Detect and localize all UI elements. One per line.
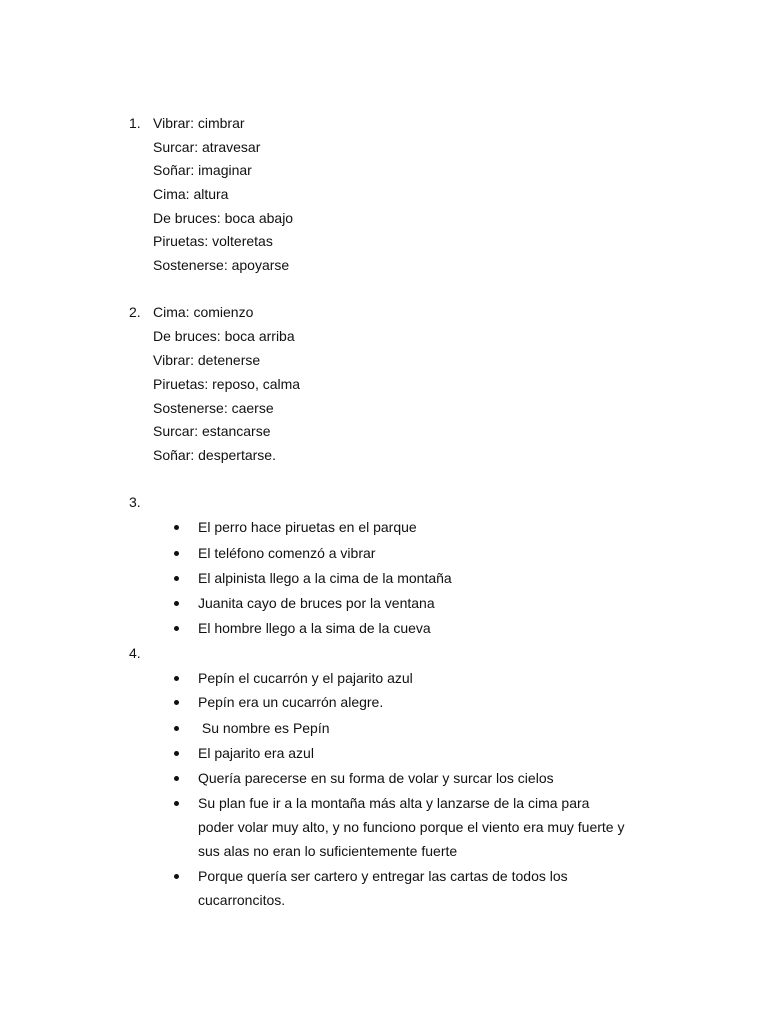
antonym-item: De bruces: boca arriba bbox=[153, 328, 295, 344]
answer-text: El pajarito era azul bbox=[198, 745, 314, 761]
bullet-icon bbox=[174, 776, 179, 781]
section-2-number bbox=[129, 304, 141, 320]
bullet-icon bbox=[174, 551, 179, 556]
synonym-item: De bruces: boca abajo bbox=[153, 210, 294, 226]
answer-text: Porque quería ser cartero y entregar las cartas de todos los bbox=[198, 868, 568, 884]
antonym-item: Piruetas: reposo, calma bbox=[153, 376, 301, 392]
synonym-item: Soñar: imaginar bbox=[153, 162, 252, 178]
answer-text-continuation: sus alas no eran lo suficientemente fuerte bbox=[198, 843, 458, 859]
answer-text-continuation: poder volar muy alto, y no funciono porque el viento era muy fuerte y bbox=[198, 819, 625, 835]
synonym-item: Piruetas: volteretas bbox=[153, 233, 273, 249]
answer-text: Pepín era un cucarrón alegre. bbox=[198, 694, 384, 710]
sentence-text: Juanita cayo de bruces por la ventana bbox=[198, 595, 435, 611]
bullet-icon bbox=[174, 676, 179, 681]
sentence-text: El perro hace piruetas en el parque bbox=[198, 519, 417, 535]
sentence-text: El alpinista llego a la cima de la montaña bbox=[198, 570, 452, 586]
antonym-item: Cima: comienzo bbox=[153, 304, 254, 320]
answer-text-continuation: cucarroncitos. bbox=[198, 892, 286, 908]
answer-text: Pepín el cucarrón y el pajarito azul bbox=[198, 670, 413, 686]
section-1-number-label: 1. bbox=[129, 115, 141, 131]
section-2-number-label: 2. bbox=[129, 304, 141, 320]
antonym-item: Surcar: estancarse bbox=[153, 423, 271, 439]
bullet-icon bbox=[174, 801, 179, 806]
synonym-item: Surcar: atravesar bbox=[153, 139, 261, 155]
bullet-icon bbox=[174, 700, 179, 705]
sentence-text: El teléfono comenzó a vibrar bbox=[198, 545, 376, 561]
section-3-number bbox=[129, 494, 141, 510]
section-1-number bbox=[129, 115, 141, 131]
answer-text: Quería parecerse en su forma de volar y surcar los cielos bbox=[198, 770, 554, 786]
antonym-item: Sostenerse: caerse bbox=[153, 400, 274, 416]
bullet-icon bbox=[174, 626, 179, 631]
synonym-item: Cima: altura bbox=[153, 186, 229, 202]
bullet-icon bbox=[174, 525, 179, 530]
bullet-icon bbox=[174, 874, 179, 879]
bullet-icon bbox=[174, 726, 179, 731]
sentence-text: El hombre llego a la sima de la cueva bbox=[198, 620, 431, 636]
answer-text: Su plan fue ir a la montaña más alta y lanzarse de la cima para bbox=[198, 795, 590, 811]
bullet-icon bbox=[174, 576, 179, 581]
synonym-item: Sostenerse: apoyarse bbox=[153, 257, 290, 273]
bullet-icon bbox=[174, 601, 179, 606]
bullet-icon bbox=[174, 751, 179, 756]
antonym-item: Soñar: despertarse. bbox=[153, 447, 276, 463]
section-4-number-label: 4. bbox=[129, 645, 141, 661]
answer-text: Su nombre es Pepín bbox=[198, 720, 330, 736]
section-3-number-label: 3. bbox=[129, 494, 141, 510]
antonym-item: Vibrar: detenerse bbox=[153, 352, 261, 368]
synonym-item: Vibrar: cimbrar bbox=[153, 115, 245, 131]
section-4-number bbox=[129, 645, 141, 661]
